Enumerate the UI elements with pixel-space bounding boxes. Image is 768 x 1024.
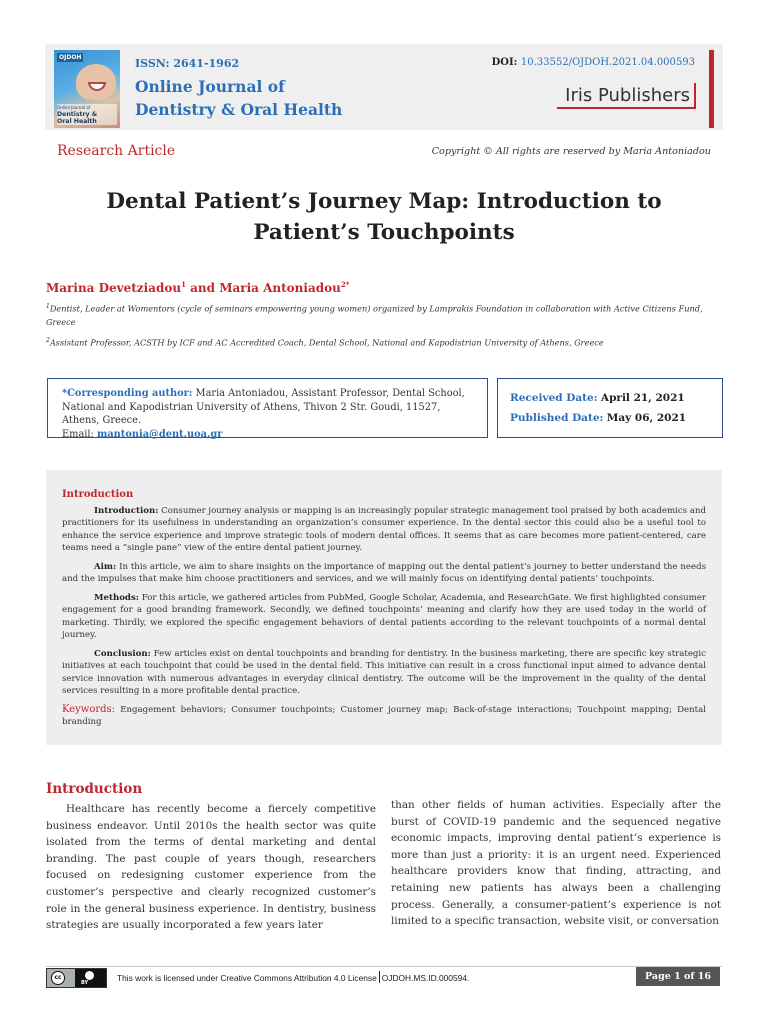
abstract-methods: Methods: For this article, we gathered articles from PubMed, Google Scholar, Academia, and ResearchGate. We first highlighted consumer engagement for a good branding framework. Secondly, we defined touchpoints’ meaning and clarify how they are used today in the world of marketing. Thirdly, we explored the specific engagement behaviors of dental patients according to the relevant touchpoints of a normal dental journey. [62,592,706,640]
received-date: Received Date: April 21, 2021 [510,392,685,404]
body-column-right: than other fields of human activities. Especially after the burst of COVID-19 pandemic and the sequenced negative economic impacts, improving dental patient’s experience is more than just a priority: it is an urgent need. Experienced healthcare providers know that finding, attracting, and retaining new patients has always been a challenging process. Generally, a consumer-patient’s experience is not limited to a specific transaction, website visit, or conversation [391,799,721,928]
manuscript-id: OJDOH.MS.ID.000594. [381,973,470,983]
section-heading-introduction: Introduction [46,781,143,797]
footer-separator [379,971,380,983]
author-name: Marina Devetziadou [46,281,182,295]
author-name: Maria Antoniadou [219,281,341,295]
license-link[interactable]: This work is licensed under Creative Commons Attribution 4.0 License [117,973,377,983]
body-column-left: Healthcare has recently become a fiercely competitive business endeavor. Until 2010s the health sector was quite isolated from the terms of dental marketing and dental branding. The past couple of years though, researchers focused on redesigning customer experience from the customer’s perspective and clearly recognized customer’s role in the general business experience. In dentistry, business strategies are usually incorporated a few years later [46,803,376,932]
journal-cover-thumbnail [54,50,120,128]
doi-label: DOI: [491,57,518,68]
abstract-introduction: Introduction: Consumer journey analysis or mapping is an increasingly popular strategic management tool praised by both academics and practitioners for its usefulness in understanding an organization’s consumer experience. In the dental sector this could also be a useful tool to enhance the service experience and improve strategic tools of modern dental offices. It seems that as care becomes more patient-centered, care teams need a “single pane” view of the entire dental patient journey. [62,505,706,553]
authors: Marina Devetziadou$^1$ and Maria Antoniadou$^{2*}$ [46,280,350,295]
person-icon [85,971,94,980]
cc-by-icon: BY [75,969,106,987]
cover-logo: OJDOH [59,54,82,61]
cc-icon: cc [51,971,65,985]
article-type: Research Article [57,143,176,159]
dates-box [497,378,723,438]
page-number: Page 1 of 16 [636,967,720,986]
abstract-heading: Introduction [62,489,134,500]
issn: ISSN: 2641-1962 [135,57,240,70]
abstract-conclusion: Conclusion: Few articles exist on dental touchpoints and branding for dentistry. In the business marketing, there are specific key strategic initiatives at each touchpoint that could be used in the dental field. This initiative can result in a cross functional input aimed to advance dental service innovation with numerous advantages in everyday clinical dentistry. The outcome will be the improvement in the quality of the dental services resulting in a more profitable dental practice. [62,648,706,696]
cover-title: Online Journal of Dentistry & Oral Health [57,104,117,125]
header-accent-bar [709,50,714,128]
creative-commons-badge[interactable] [46,968,107,988]
published-date: Published Date: May 06, 2021 [510,412,687,424]
abstract-box [46,470,722,745]
corresponding-author-box: *Corresponding author: Maria Antoniadou, Assistant Professor, Dental School, National and Kapodistrian University of Athens, Thivon 2 Str. Goudi, 11527, Athens, Greece. Email: mantonia@dent.uoa.gr [47,378,488,438]
email-link[interactable]: mantonia@dent.uoa.gr [96,428,223,440]
doi [480,57,695,68]
publisher-logo: Iris Publishers [557,83,696,109]
doi-link[interactable]: 10.33552/OJDOH.2021.04.000593 [520,57,695,68]
corresponding-author-label: *Corresponding author: [62,388,193,399]
copyright-notice: Copyright © All rights are reserved by Maria Antoniadou [431,146,711,157]
abstract-aim: Aim: In this article, we aim to share insights on the importance of mapping out the dental patient’s journey to better understand the needs and the impulses that make him choose practitioners and services, and we will mainly focus on identifying dental patients’ touchpoints. [62,561,706,584]
abstract-keywords: Keywords: Engagement behaviors; Consumer touchpoints; Customer journey map; Back-of-stage interactions; Touchpoint mapping; Dental branding [62,703,706,727]
journal-name: Online Journal of Dentistry & Oral Health [135,77,343,119]
article-title: Dental Patient’s Journey Map: Introduction to Patient’s Touchpoints [106,189,662,245]
affiliation-1: $^1$Dentist, Leader at Womentors (cycle of seminars empowering young women) organized by Lamprakis Foundation in collaboration with Active Citizens Fund, Greece [46,303,703,327]
footer-divider [46,966,722,967]
license-text [117,971,469,983]
affiliation-2: $^2$Assistant Professor, ACSTH by ICF and AC Accredited Coach, Dental School, National and Kapodistrian University of Athens, Greece [46,337,604,348]
